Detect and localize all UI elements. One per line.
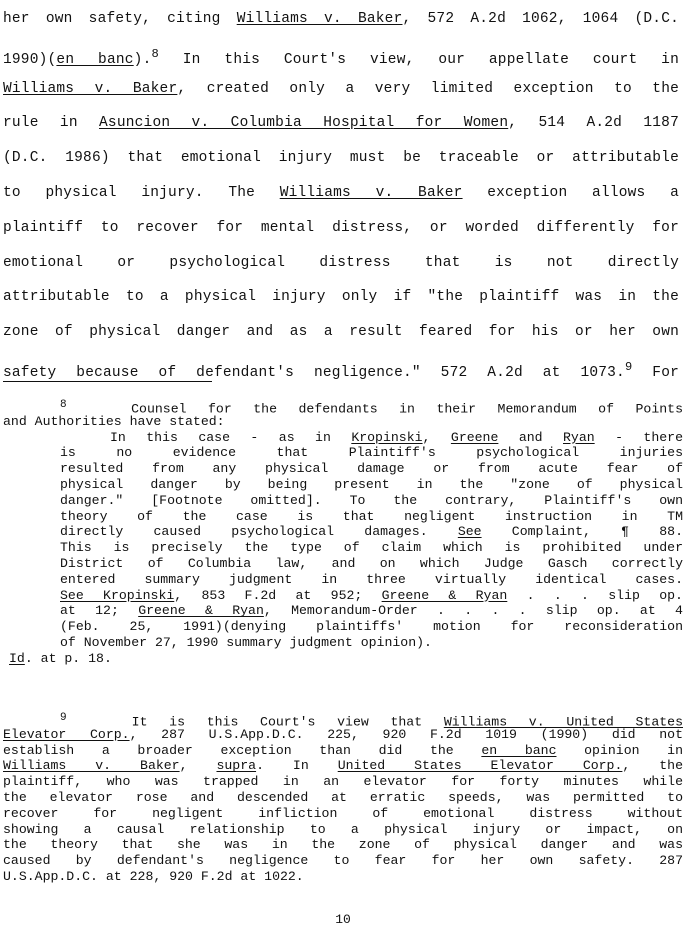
block-quote [3, 430, 683, 651]
footnote-line: plaintiff, who was trapped in an elevator for forty minutes while [3, 774, 683, 790]
term-en-banc: en banc [56, 51, 134, 68]
body-line: rule in Asuncion v. Columbia Hospital for Women, 514 A.2d 1187 [3, 115, 679, 132]
body-line: emotional or psychological distress that is not directly [3, 254, 679, 271]
body-line: her own safety, citing Williams v. Baker, 572 A.2d 1062, 1064 (D.C. [3, 11, 680, 27]
case-citation: Williams v. Baker [236, 11, 403, 27]
footnote-line: the elevator rose and descended at erratic speeds, was permitted to [3, 789, 683, 805]
footnote-8 [3, 398, 683, 667]
footnote-line: and Authorities have stated: [3, 413, 225, 429]
quote-line: of November 27, 1990 summary judgment opinion). [60, 634, 432, 650]
footnote-line: U.S.App.D.C. at 228, 920 F.2d at 1022. [3, 868, 304, 884]
quote-line: at 12; Greene & Ryan, Memorandum-Order . . . . slip op. at 4 [60, 603, 683, 619]
footnote-line: recover for negligent infliction of emotional distress without [3, 805, 683, 821]
footnote-line: Williams v. Baker, supra. In United States Elevator Corp., the [3, 758, 683, 774]
footnote-ref-9: 9 [624, 359, 633, 374]
case-citation: Asuncion v. Columbia Hospital for Women [99, 115, 509, 132]
body-line: (D.C. 1986) that emotional injury must be traceable or attributable [3, 150, 679, 167]
footnote-line: showing a causal relationship to a physical injury or impact, on [3, 821, 683, 837]
quote-line: resulted from any physical damage or from acute fear of [60, 461, 683, 477]
quote-line: (Feb. 25, 1991)(denying plaintiffs' motion for reconsideration [60, 619, 683, 635]
body-line: plaintiff to recover for mental distress, or worded differently for [3, 219, 679, 236]
footnote-line: caused by defendant's negligence to fear for her own safety. 287 [3, 853, 683, 869]
quote-line: physical danger by being present in the "zone of physical [60, 476, 683, 492]
quote-line: directly caused psychological damages. See Complaint, ¶ 88. [60, 524, 683, 540]
body-line: 1990)(en banc).$^8$ In this Court's view, our appellate court in [3, 46, 679, 68]
footnote-line: establish a broader exception than did the en banc opinion in [3, 742, 683, 758]
footnote-marker: 8 [60, 399, 67, 411]
footnote-ref-8: 8 [151, 46, 159, 61]
case-citation: Williams v. Baker [3, 80, 178, 97]
body-line: attributable to a physical injury only if "the plaintiff was in the [3, 289, 679, 306]
footnote-marker: 9 [60, 712, 67, 724]
case-citation: Williams v. Baker [279, 184, 463, 201]
body-line: zone of physical danger and as a result feared for his or her own [3, 324, 679, 341]
body-line: to physical injury. The Williams v. Baker exception allows a [3, 184, 679, 201]
quote-line: See Kropinski, 853 F.2d at 952; Greene & Ryan . . . slip op. [60, 587, 683, 603]
quote-line: entered summary judgment in three virtually identical cases. [60, 571, 683, 587]
body-line: safety because of defendant's negligence." 572 A.2d at 1073.$^9$ For [3, 359, 679, 381]
footnote-line: Elevator Corp., 287 U.S.App.D.C. 225, 920 F.2d 1019 (1990) did not [3, 726, 683, 742]
quote-line: danger." [Footnote omitted]. To the contrary, Plaintiff's own [60, 492, 683, 508]
quote-line: District of Columbia law, and on which Judge Gasch correctly [60, 555, 683, 571]
quote-line: In this case - as in Kropinski, Greene and Ryan - there [110, 429, 684, 445]
page-number: 10 [335, 912, 351, 927]
quote-line: theory of the case is that negligent instruction in TM [60, 508, 683, 524]
footnote-separator [3, 381, 212, 382]
footnote-9 [3, 711, 683, 885]
footnote-line: Id. at p. 18. [9, 650, 112, 666]
id-citation: Id [9, 650, 25, 666]
footnote-line: $^8$ Counsel for the defendants in their Memorandum of Points [60, 399, 683, 417]
footnote-line: $^9$ It is this Court's view that Williams v. United States [60, 712, 683, 730]
quote-line: This is precisely the type of claim which is prohibited under [60, 540, 683, 556]
quote-line: is no evidence that Plaintiff's psychological injuries [60, 445, 683, 461]
body-line: Williams v. Baker, created only a very limited exception to the [3, 80, 680, 97]
main-body-text [3, 2, 679, 385]
footnote-line: the theory that she was in the zone of physical danger and was [3, 837, 683, 853]
